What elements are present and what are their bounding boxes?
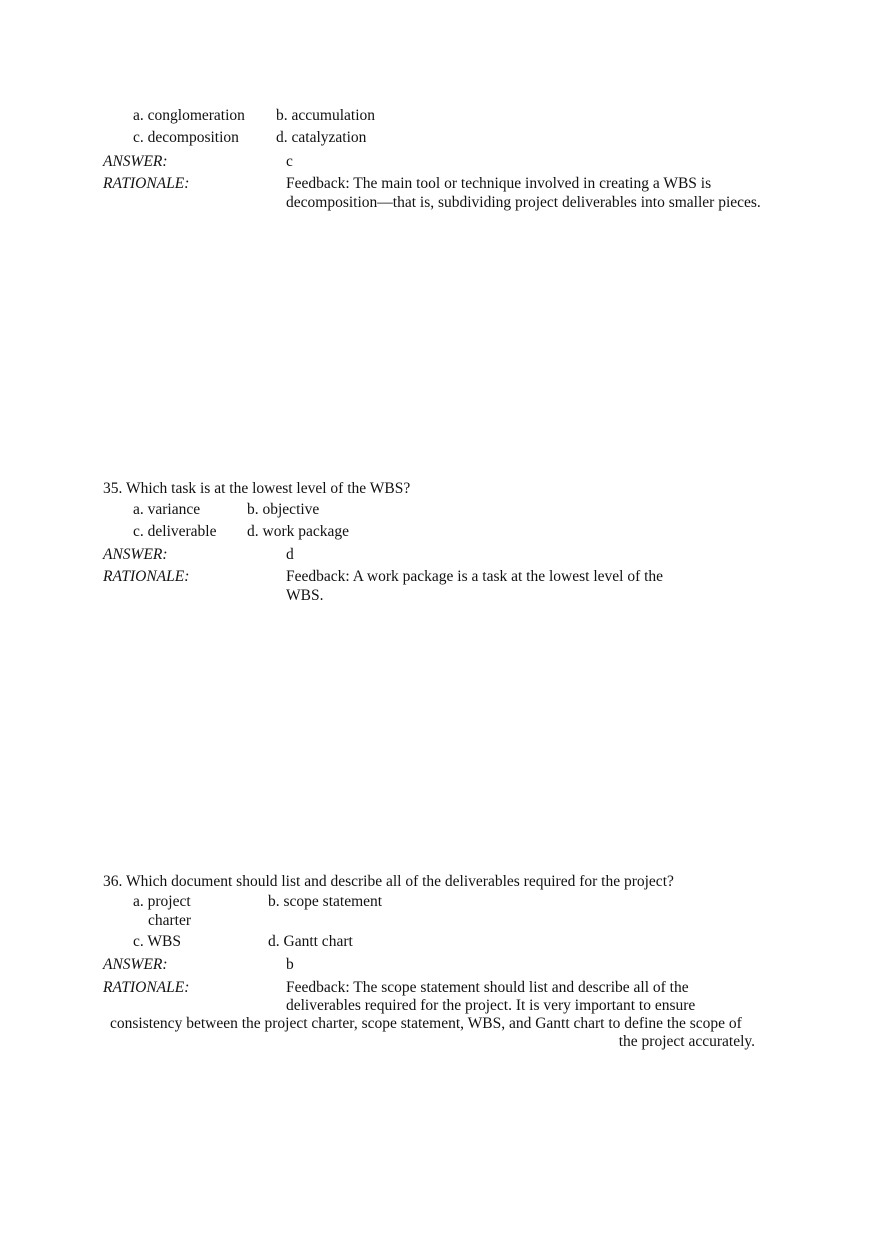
q34-rationale-label: RATIONALE: xyxy=(103,175,190,192)
q34-option-c: c. decomposition xyxy=(133,129,239,146)
q36-option-c: c. WBS xyxy=(133,933,181,950)
q36-option-b: b. scope statement xyxy=(268,893,383,910)
q34-rationale-line: decomposition—that is, subdividing project deliverables into smaller pieces. xyxy=(286,194,761,211)
q35-option-a: a. variance xyxy=(133,501,201,518)
q36-option-a-continued: charter xyxy=(148,912,192,929)
q36-question: 36. Which document should list and describe all of the deliverables required for the project? xyxy=(103,873,674,890)
q34-answer-value: c xyxy=(286,153,293,170)
q34-option-d: d. catalyzation xyxy=(276,129,367,146)
q36-rationale-label: RATIONALE: xyxy=(103,979,190,996)
q34-option-b: b. accumulation xyxy=(276,107,375,124)
q35-option-d: d. work package xyxy=(247,523,349,540)
q36-rationale-line: deliverables required for the project. It is very important to ensure xyxy=(286,997,696,1014)
q35-rationale-line: WBS. xyxy=(286,587,324,604)
q34-rationale-line: Feedback: The main tool or technique involved in creating a WBS is xyxy=(286,175,712,192)
q36-answer-value: b xyxy=(286,956,294,973)
q36-answer-label: ANSWER: xyxy=(103,956,168,973)
q35-rationale-line: Feedback: A work package is a task at the lowest level of the xyxy=(286,568,664,585)
q34-answer-label: ANSWER: xyxy=(103,153,168,170)
q34-option-a: a. conglomeration xyxy=(133,107,245,124)
q36-option-d: d. Gantt chart xyxy=(268,933,353,950)
q36-rationale-line: Feedback: The scope statement should list and describe all of the xyxy=(286,979,689,996)
q36-option-a: a. project xyxy=(133,893,191,910)
q36-rationale-line: the project accurately. xyxy=(618,1033,755,1050)
q35-question: 35. Which task is at the lowest level of the WBS? xyxy=(103,480,411,497)
q35-option-b: b. objective xyxy=(247,501,320,518)
q36-rationale-line: consistency between the project charter, scope statement, WBS, and Gantt chart to define the scope of xyxy=(110,1015,742,1032)
q35-rationale-label: RATIONALE: xyxy=(103,568,190,585)
q35-option-c: c. deliverable xyxy=(133,523,217,540)
q35-answer-label: ANSWER: xyxy=(103,546,168,563)
q35-answer-value: d xyxy=(286,546,294,563)
